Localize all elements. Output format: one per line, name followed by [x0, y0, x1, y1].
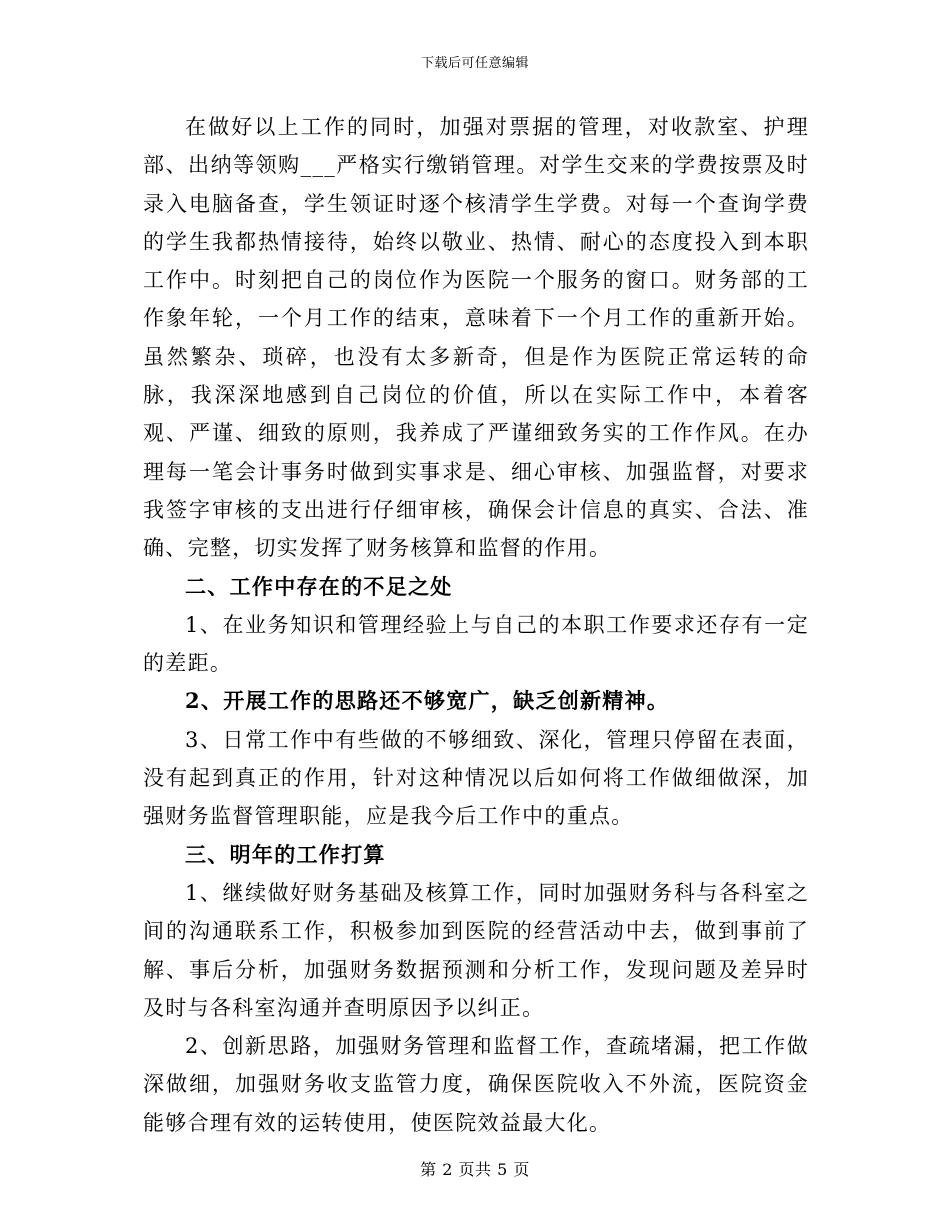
section-heading-next-year-plan: 三、明年的工作打算	[185, 841, 386, 867]
paragraph-shortcoming-1: 1、在业务知识和管理经验上与自己的本职工作要求还存有一定的差距。	[143, 612, 809, 676]
paragraph-shortcoming-2: 2、开展工作的思路还不够宽广，缺乏创新精神。	[185, 688, 670, 714]
page-header: 下载后可任意编辑	[420, 56, 529, 71]
paragraph-plan-1: 1、继续做好财务基础及核算工作，同时加强财务科与各科室之间的沟通联系工作，积极参加到医院的经营活动中去，做到事前了解、事后分析，加强财务数据预测和分析工作，发现问题及差异时及时与各科室沟通并查明原因予以纠正。	[143, 880, 809, 1020]
page-footer: 第 2 页共 5 页	[420, 1160, 530, 1179]
paragraph-plan-2: 2、创新思路，加强财务管理和监督工作，查疏堵漏，把工作做深做细，加强财务收支监管力度，确保医院收入不外流，医院资金能够合理有效的运转使用，使医院效益最大化。	[143, 1034, 809, 1135]
document-body	[143, 108, 809, 1142]
paragraph-shortcoming-3: 3、日常工作中有些做的不够细致、深化，管理只停留在表面，没有起到真正的作用，针对这种情况以后如何将工作做细做深，加强财务监督管理职能，应是我今后工作中的重点。	[143, 727, 809, 829]
section-heading-shortcomings: 二、工作中存在的不足之处	[185, 573, 453, 599]
paragraph-ticket-management: 在做好以上工作的同时，加强对票据的管理，对收款室、护理部、出纳等领购___严格实行缴销管理。对学生交来的学费按票及时录入电脑备查，学生领证时逐个核清学生学费。对每一个查询学费的学生我都热情接待，始终以敬业、热情、耐心的态度投入到本职工作中。时刻把自己的岗位作为医院一个服务的窗口。财务部的工作象年轮，一个月工作的结束，意味着下一个月工作的重新开始。虽然繁杂、琐碎，也没有太多新奇，但是作为医院正常运转的命脉，我深深地感到自己岗位的价值，所以在实际工作中，本着客观、严谨、细致的原则，我养成了严谨细致务实的工作作风。在办理每一笔会计事务时做到实事求是、细心审核、加强监督，对要求我签字审核的支出进行仔细审核，确保会计信息的真实、合法、准确、完整，切实发挥了财务核算和监督的作用。	[143, 115, 809, 561]
